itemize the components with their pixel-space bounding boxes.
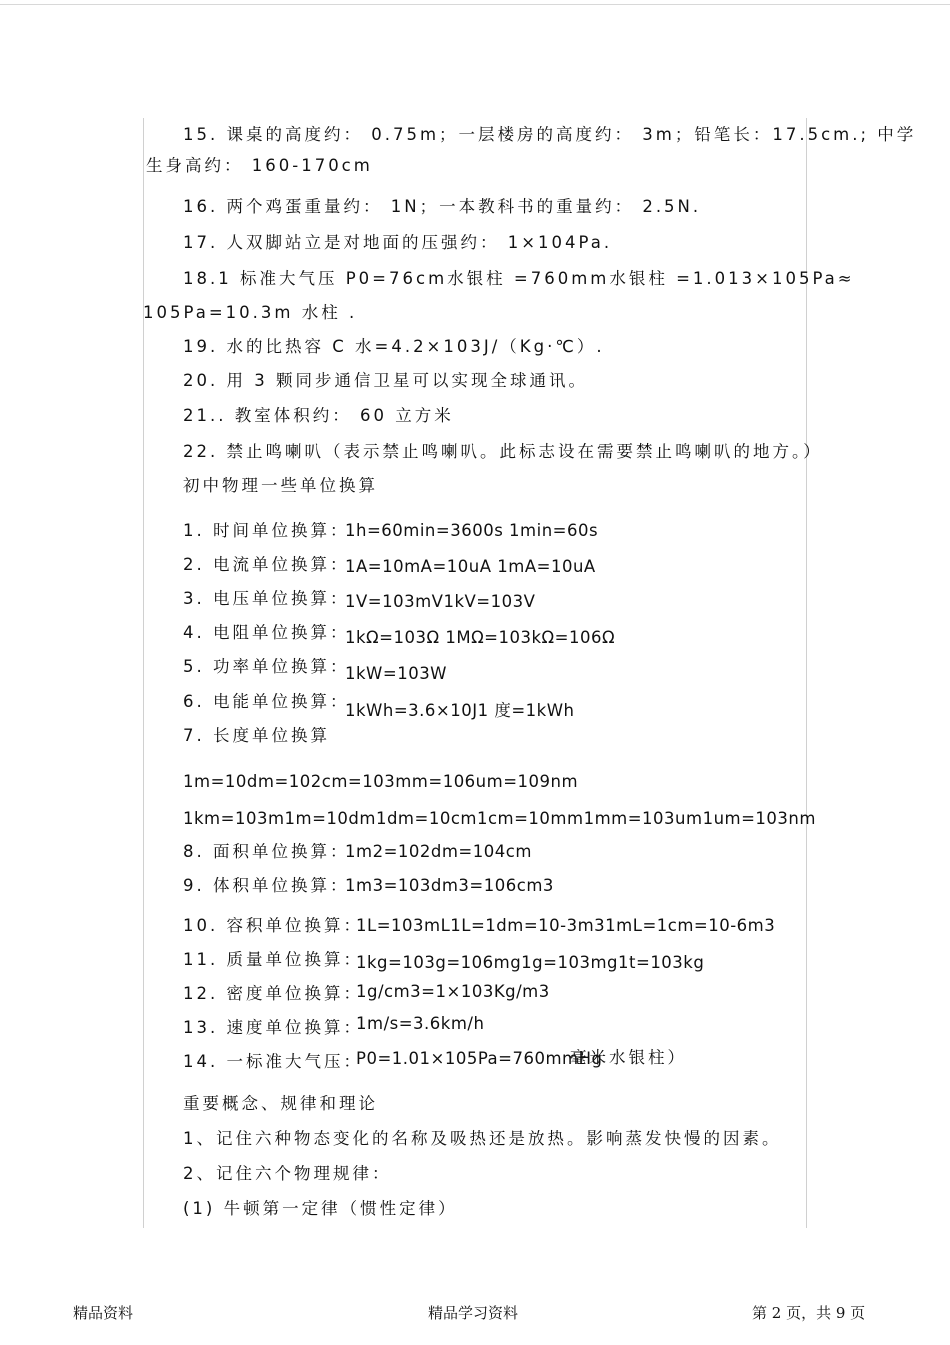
unit-row-label: 1. 时间单位换算： [183,521,350,540]
unit-row-value-suffix: 毫米水银柱） [570,1048,687,1067]
item-18-line1: 18.1 标准大气压 P0=76cm水银柱 =760mm水银柱 =1.013×105Pa≈ [183,269,855,288]
unit-row-label: 8. 面积单位换算： [183,842,350,861]
unit-row-value: 1m/s=3.6km/h [356,1014,485,1033]
concept-item-1: 1、记住六种物态变化的名称及吸热还是放热。影响蒸发快慢的因素。 [183,1129,782,1148]
unit-row-value: 1m2=102dm=104cm [345,842,532,861]
unit-row-label: 5. 功率单位换算： [183,657,350,676]
item-19: 19. 水的比热容 C 水=4.2×103J/（Kg·℃）. [183,337,605,356]
unit-row-value: 1m3=103dm3=106cm3 [345,876,554,895]
item-22: 22. 禁止鸣喇叭（表示禁止鸣喇叭。此标志设在需要禁止鸣喇叭的地方。） [183,442,823,461]
item-16: 16. 两个鸡蛋重量约： 1N；一本教科书的重量约： 2.5N. [183,197,702,216]
unit-row-value: 1g/cm3=1×103Kg/m3 [356,982,550,1001]
length-conversion-line2: 1km=103m1m=10dm1dm=10cm1cm=10mm1mm=103um1um=103nm [183,809,816,828]
unit-row-value: 1kWh=3.6×10J1 度=1kWh [345,701,575,720]
item-15-line1: 15. 课桌的高度约： 0.75m；一层楼房的高度约： 3m；铅笔长：17.5cm.; 中学 [183,125,917,144]
unit-row-value: 1kW=103W [345,664,448,683]
unit-row-label: 11. 质量单位换算： [183,950,363,969]
unit-row-label: 3. 电压单位换算： [183,589,350,608]
unit-row-value: 1kΩ=103Ω 1MΩ=103kΩ=106Ω [345,628,616,647]
item-21: 21.. 教室体积约： 60 立方米 [183,406,454,425]
unit-row-value: 1V=103mV1kV=103V [345,592,536,611]
unit-row-label: 4. 电阻单位换算： [183,623,350,642]
footer-page-number: 第 2 页，共 9 页 [752,1304,866,1322]
unit-row-label: 9. 体积单位换算： [183,876,350,895]
footer-center: 精品学习资料 [428,1304,519,1322]
top-rule [0,4,950,5]
concept-item-2: 2、记住六个物理规律： [183,1164,392,1183]
unit-row-label: 10. 容积单位换算： [183,916,363,935]
footer-left: 精品资料 [73,1304,134,1322]
unit-row-label: 14. 一标准大气压： [183,1052,363,1071]
unit-section-title: 初中物理一些单位换算 [183,476,378,495]
item-18-line2: 105Pa=10.3m 水柱 . [143,303,358,322]
concept-item-3: (1) 牛顿第一定律（惯性定律） [183,1199,458,1218]
length-conversion-line1: 1m=10dm=102cm=103mm=106um=109nm [183,772,579,791]
unit-row-label: 7. 长度单位换算 [183,726,330,745]
item-20: 20. 用 3 颗同步通信卫星可以实现全球通讯。 [183,371,588,390]
unit-row-label: 12. 密度单位换算： [183,984,363,1003]
unit-row-value: 1A=10mA=10uA 1mA=10uA [345,557,596,576]
concept-section-title: 重要概念、规律和理论 [183,1094,378,1113]
unit-row-value: 1L=103mL1L=1dm=10-3m31mL=1cm=10-6m3 [356,916,776,935]
unit-row-label: 2. 电流单位换算： [183,555,350,574]
unit-row-label: 6. 电能单位换算： [183,692,350,711]
unit-row-value: 1kg=103g=106mg1g=103mg1t=103kg [356,953,705,972]
unit-row-label: 13. 速度单位换算： [183,1018,363,1037]
item-17: 17. 人双脚站立是对地面的压强约： 1×104Pa. [183,233,613,252]
unit-row-value: 1h=60min=3600s 1min=60s [345,521,599,540]
item-15-line2: 生身高约： 160-170cm [146,156,373,175]
page-left-border [143,118,144,1228]
unit-row-value: P0=1.01×105Pa=760mmHg [356,1049,603,1068]
